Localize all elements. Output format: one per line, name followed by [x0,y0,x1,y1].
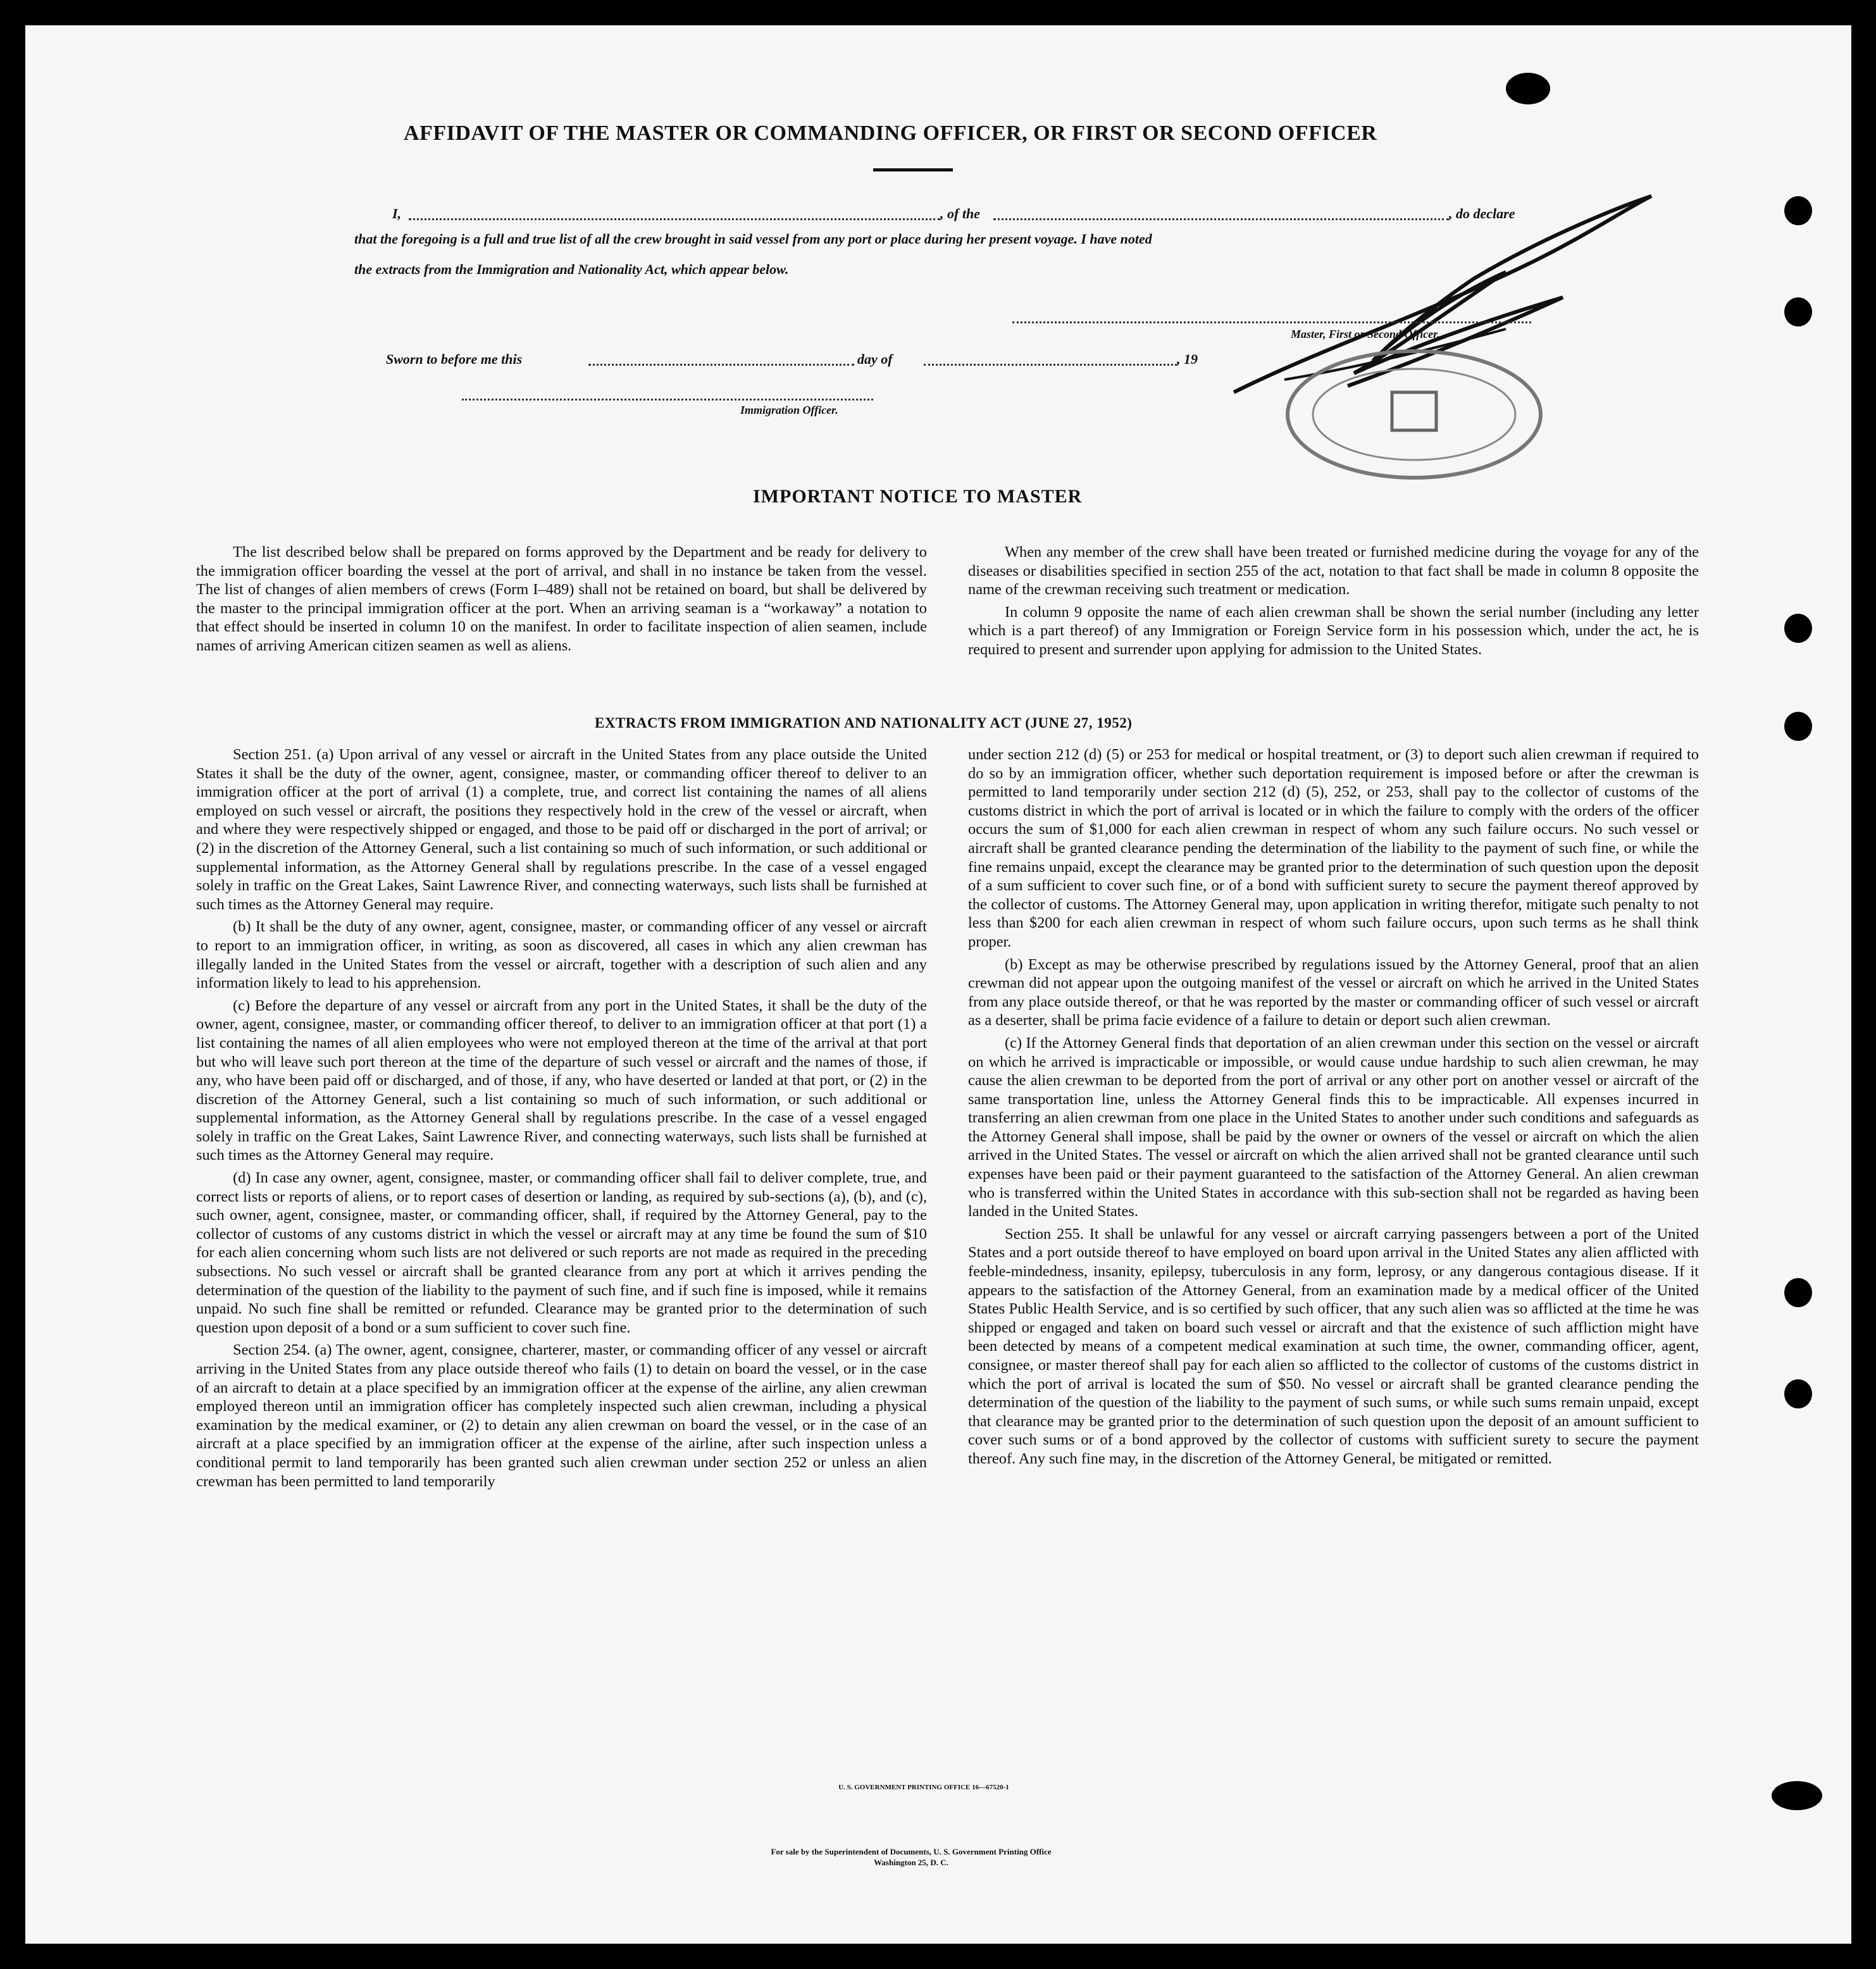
day-of-text: day of [857,351,893,367]
affidavit-title: AFFIDAVIT OF THE MASTER OR COMMANDING OFFICER, OR FIRST OR SECOND OFFICER [404,121,1377,145]
notice-right-text-2: In column 9 opposite the name of each alien crewman shall be shown the serial number (including any letter which is a part thereof) of any Immigration or Foreign Service form in his possession which, under the act, he is required to present and surrender upon applying for admission to the United States. [968,603,1699,658]
punch-hole [1784,1278,1812,1307]
sworn-text: Sworn to before me this [386,351,523,367]
extracts-title: EXTRACTS FROM IMMIGRATION AND NATIONALITY ACT (JUNE 27, 1952) [595,715,1133,731]
punch-hole [1784,1379,1812,1408]
affidavit-of-the: , of the [940,206,980,221]
punch-hole [1784,297,1812,326]
sworn-month-field[interactable] [924,364,1177,366]
gpo-imprint: U. S. GOVERNMENT PRINTING OFFICE 16—67520-1 [838,1784,1009,1791]
year-text: , 19 [1177,351,1198,367]
ink-blot [1506,73,1550,104]
punch-hole [1772,1781,1822,1810]
section-251-d: (d) In case any owner, agent, consignee, master, or commanding officer shall fail to deliver complete, true, and correct lists or reports of aliens, or to report cases of desertion or landing, as required by sub-sections (a), (b), and (c), such owner, agent, consignee, master, or commanding officer, shall, if required by the Attorney General, pay to the collector of customs of any customs district in which the vessel or aircraft may at any time be found the sum of $10 for each alien concerning whom such lists are not delivered or such reports are not made as required in the preceding subsections. No such vessel or aircraft shall be granted clearance from any port at which it arrives pending the determination of the question of the liability to the payment of such fine, and if such fine is imposed, while it remains unpaid. No such fine shall be remitted or refunded. Clearance may be granted prior to the determination of such question upon deposit of a bond or a sum sufficient to cover such fine. [196,1169,927,1336]
name-field[interactable] [409,218,940,220]
signature-label: Master, First or Second Officer. [1291,328,1440,340]
extracts-right-column [968,745,1699,1472]
section-254-b: (b) Except as may be otherwise prescribed by regulations issued by the Attorney General, proof that an alien crewman did not appear upon the outgoing manifest of the vessel or aircraft on which he arrived in the United States from any place outside thereof, or that he was reported by the master or commanding officer of such vessel or aircraft as a deserter, shall be prima facie evidence of a failure to detain or deport such alien crewman. [968,955,1699,1029]
notice-right-column [968,543,1699,663]
officer-signature-line[interactable] [462,399,873,401]
sale-line-2: Washington 25, D. C. [874,1858,948,1867]
sale-line-1: For sale by the Superintendent of Documents, U. S. Government Printing Office [771,1847,1052,1856]
notice-title: IMPORTANT NOTICE TO MASTER [753,486,1083,507]
affidavit-line3: the extracts from the Immigration and Nationality Act, which appear below. [354,261,789,277]
section-255: Section 255. It shall be unlawful for any vessel or aircraft carrying passengers between a port of the United States and a port outside thereof to have employed on board upon arrival in the United States any alien afflicted with feeble-mindedness, insanity, epilepsy, tuberculosis in any form, leprosy, or any dangerous contagious disease. If it appears to the satisfaction of the Attorney General, from an examination made by a medical officer of the United States Public Health Service, and is so certified by such officer, that any such alien was so afflicted at the time he was shipped or engaged and taken on board such vessel or aircraft and that the existence of such affliction might have been detected by means of a competent medical examination at such time, the owner, commanding officer, agent, consignee, or master thereof shall pay for each alien so afflicted to the collector of customs of the customs district in which the port of arrival is located the sum of $50. No vessel or aircraft shall be granted clearance pending the determination of the question of the liability to the payment of such sums, or while such sums remain unpaid, except that clearance may be granted prior to the determination of such question upon the deposit of an amount sufficient to cover such sums or of a bond approved by the collector of customs with sufficient surety to secure the payment thereof. Any such fine may, in the discretion of the Attorney General, be mitigated or remitted. [968,1225,1699,1467]
officer-label: Immigration Officer. [740,404,838,416]
notice-left-text: The list described below shall be prepared on forms approved by the Department and be ready for delivery to the immigration officer boarding the vessel at the port of arrival, and shall in no instance be taken from the vessel. The list of changes of alien members of crews (Form I–489) shall not be retained on board, but shall be delivered by the master to the principal immigration officer at the port. When an arriving seaman is a “workaway” a notation to that effect should be inserted in column 10 on the manifest. In order to facilitate inspection of alien seamen, include names of arriving American citizen seamen as well as aliens. [196,543,927,654]
section-251-c: (c) Before the departure of any vessel or aircraft from any port in the United States, it shall be the duty of the owner, agent, consignee, master, or commanding officer thereof, to deliver to an immigration officer at that port (1) a list containing the names of all alien employees who were not employed thereon at the time of the arrival at that port but who will leave such port thereon at the time of the departure of such vessel or aircraft and the names of those, if any, who have been paid off or discharged, and of those, if any, who have deserted or landed at that port, or (2) in the discretion of the Attorney General, such a list containing so much of such information, or such additional or supplemental information, as the Attorney General shall by regulations prescribe. In the case of a vessel engaged solely in traffic on the Great Lakes, Saint Lawrence River, and connecting waterways, such lists shall be furnished at such times as the Attorney General may require. [196,997,927,1164]
notice-right-text-1: When any member of the crew shall have been treated or furnished medicine during the voyage for any of the diseases or disabilities specified in section 255 of the act, notation to that fact shall be made in column 8 opposite the name of the crewman receiving such treatment or medication. [968,543,1699,599]
sworn-day-field[interactable] [588,364,854,366]
affidavit-line2: that the foregoing is a full and true list of all the crew brought in said vessel from any port or place during her present voyage. I have noted [354,231,1152,247]
affidavit-i: I, [392,206,402,221]
notice-left-column [196,543,927,659]
official-stamp [1278,342,1550,487]
section-251-a: Section 251. (a) Upon arrival of any vessel or aircraft in the United States from any place outside the United States it shall be the duty of the owner, agent, consignee, master, or commanding officer thereof to deliver to an immigration officer at the port of arrival (1) a complete, true, and correct list containing the names of all aliens employed on such vessel or aircraft, the positions they respectively hold in the crew of the vessel or aircraft, when and where they were respectively shipped or engaged, and those to be paid off or discharged in the port of arrival; or (2) in the discretion of the Attorney General, such a list containing so much of such information, or such additional or supplemental information, as the Attorney General shall by regulations prescribe. In the case of a vessel engaged solely in traffic on the Great Lakes, Saint Lawrence River, and connecting waterways, such lists shall be furnished at such times as the Attorney General may require. [196,746,927,913]
punch-hole [1784,196,1812,225]
section-254-c: (c) If the Attorney General finds that deportation of an alien crewman under this section on the vessel or aircraft on which he arrived is impracticable or impossible, or would cause undue hardship to such alien crewman, he may cause the alien crewman to be deported from the port of arrival or any other port on another vessel or aircraft of the same transportation line, unless the Attorney General finds this to be impracticable. All expenses incurred in transferring an alien crewman from one place in the United States to another under such conditions and safeguards as the Attorney General shall impose, shall be paid by the owner or owners of the vessel or aircraft on which the alien arrived in the United States. The vessel or aircraft on which the alien arrived shall not be granted clearance until such expenses have been paid or their payment guaranteed to the satisfaction of the Attorney General. An alien crewman who is transferred within the United States in accordance with this sub-section shall not be regarded as having been landed in the United States. [968,1034,1699,1221]
section-254-a: Section 254. (a) The owner, agent, consignee, charterer, master, or commanding officer of any vessel or aircraft arriving in the United States from any place outside thereof who fails (1) to detain on board the vessel, or in the case of an aircraft to detain at a place specified by an immigration officer at the expense of the airline, any alien crewman employed thereon until an immigration officer has completely inspected such alien crewman, including a physical examination by the medical examiner, or (2) to detain any alien crewman on board the vessel, or in the case of an aircraft at a place specified by an immigration officer at the expense of the airline, after such inspection unless a conditional permit to land temporarily has been granted such alien crewman under section 252 or unless an alien crewman has been permitted to land temporarily [196,1341,927,1490]
document-page [25,25,1851,1944]
punch-hole [1784,614,1812,643]
title-rule [873,168,953,171]
extracts-left-column [196,745,927,1494]
section-254-a-continued: under section 212 (d) (5) or 253 for medical or hospital treatment, or (3) to deport such alien crewman if required to do so by an immigration officer, whether such deportation requirement is imposed before or after the crewman is permitted to land temporarily under section 212 (d) (5), 252, or 253, shall pay to the collector of customs of the customs district in which the port of arrival is located or in which the failure to comply with the orders of the officer occurs the sum of $1,000 for each alien crewman in respect of whom any such failure occurs. No such vessel or aircraft shall be granted clearance pending the determination of the liability to the payment of such fine, or while the fine remains unpaid, except the clearance may be granted prior to the determination of such question upon the deposit of a sum sufficient to cover such fine, or of a bond with sufficient surety to secure the payment thereof approved by the collector of customs. The Attorney General may, upon application in writing therefor, mitigate such penalty to not less than $200 for each alien crewman in respect of whom such failure occurs, upon such terms as he shall think proper. [968,746,1699,950]
section-251-b: (b) It shall be the duty of any owner, agent, consignee, master, or commanding officer of any vessel or aircraft to report to an immigration officer, in writing, as soon as discovered, all cases in which any alien crewman has illegally landed in the United States from the vessel or aircraft, together with a description of such alien and any information likely to lead to his apprehension. [196,918,927,992]
affidavit-declare: , do declare [1449,206,1515,221]
punch-hole [1784,712,1812,741]
signature-line[interactable] [1012,321,1531,323]
